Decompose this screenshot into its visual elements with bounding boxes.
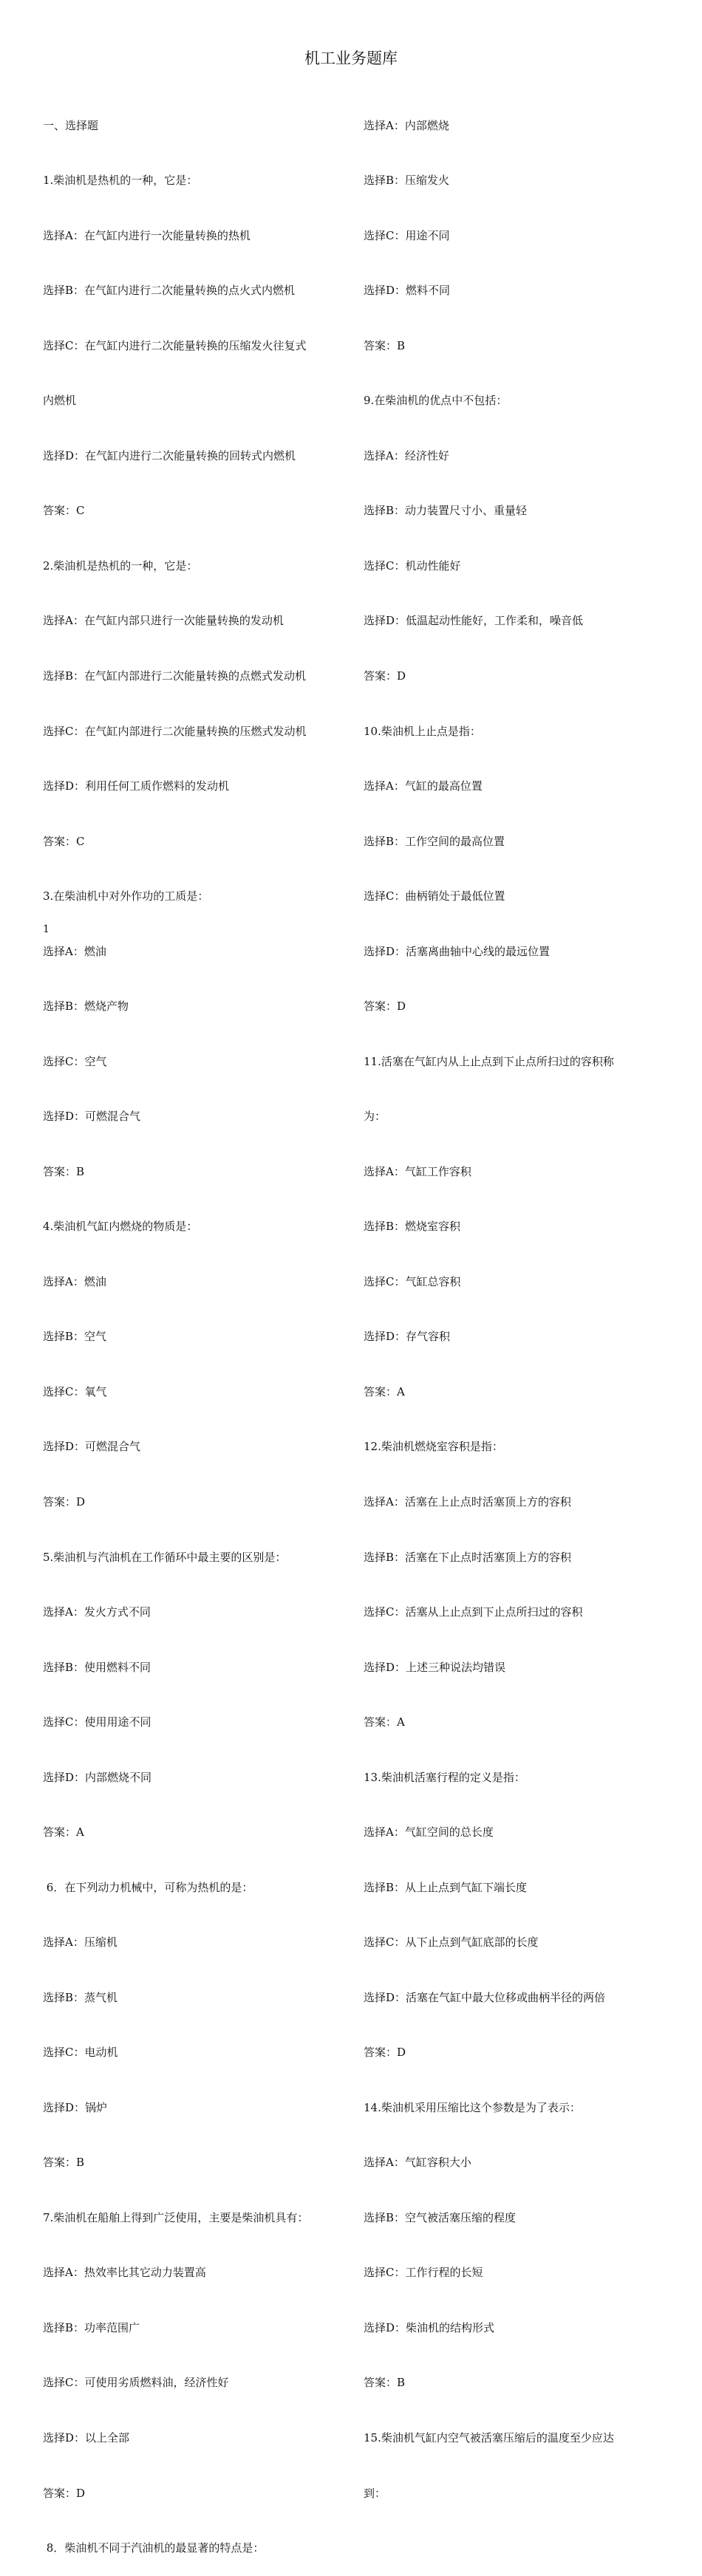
text-line: 到： bbox=[364, 2486, 386, 2500]
text-line: 7.柴油机在船舶上得到广泛使用，主要是柴油机具有： bbox=[43, 2210, 309, 2224]
text-line: 选择D：活塞在气缸中最大位移或曲柄半径的两倍 bbox=[364, 1990, 606, 2004]
text-line: 选择D：在气缸内进行二次能量转换的回转式内燃机 bbox=[43, 448, 296, 462]
text-line: 选择C：用途不同 bbox=[364, 228, 450, 242]
text-line: 选择C：空气 bbox=[43, 1054, 107, 1068]
text-line: 选择C：可使用劣质燃料油，经济性好 bbox=[43, 2376, 229, 2390]
text-line: 选择B：压缩发火 bbox=[364, 174, 450, 188]
text-line: 9.在柴油机的优点中不包括： bbox=[364, 394, 508, 408]
text-line: 内燃机 bbox=[43, 394, 77, 408]
text-line: 选择B：在气缸内进行二次能量转换的点火式内燃机 bbox=[43, 284, 296, 298]
text-line: 选择B：使用燃料不同 bbox=[43, 1660, 151, 1674]
text-line: 选择A：燃油 bbox=[43, 944, 106, 958]
text-line: 选择B：活塞在下止点时活塞顶上方的容积 bbox=[364, 1550, 572, 1564]
text-line: 选择A：在气缸内部只进行一次能量转换的发动机 bbox=[43, 614, 284, 628]
text-line: 选择B：蒸气机 bbox=[43, 1990, 118, 2004]
left-column bbox=[43, 80, 346, 2576]
text-line: 选择A：经济性好 bbox=[364, 448, 449, 462]
text-line: 答案：B bbox=[43, 2156, 85, 2170]
text-line: 6．在下列动力机械中，可称为热机的是： bbox=[43, 1880, 253, 1894]
text-line: 选择C：曲柄销处于最低位置 bbox=[364, 889, 505, 903]
text-line: 选择D：利用任何工质作燃料的发动机 bbox=[43, 779, 230, 793]
text-line: 选择D：柴油机的结构形式 bbox=[364, 2320, 495, 2334]
text-line: 选择B：空气 bbox=[43, 1330, 107, 1344]
text-line: 选择A：气缸容积大小 bbox=[364, 2156, 471, 2170]
text-line: 选择D：可燃混合气 bbox=[43, 1110, 141, 1124]
text-line: 为： bbox=[364, 1110, 386, 1124]
text-line: 选择D：内部燃烧不同 bbox=[43, 1770, 152, 1784]
text-line: 选择A：压缩机 bbox=[43, 1936, 117, 1950]
text-line: 选择D：燃料不同 bbox=[364, 284, 451, 298]
text-line: 3.在柴油机中对外作功的工质是： bbox=[43, 889, 209, 903]
text-line: 选择C：工作行程的长短 bbox=[364, 2266, 483, 2280]
text-line: 选择A：内部燃烧 bbox=[364, 118, 449, 132]
text-line: 选择A：气缸工作容积 bbox=[364, 1164, 471, 1178]
text-line: 选择C：活塞从上止点到下止点所扫过的容积 bbox=[364, 1605, 583, 1619]
text-line: 答案：B bbox=[43, 1164, 85, 1178]
text-line: 选择B：在气缸内部进行二次能量转换的点燃式发动机 bbox=[43, 669, 307, 683]
text-line: 选择B：工作空间的最高位置 bbox=[364, 834, 505, 848]
text-line: 14.柴油机采用压缩比这个参数是为了表示： bbox=[364, 2100, 581, 2114]
text-line: 12.柴油机燃烧室容积是指： bbox=[364, 1440, 503, 1454]
text-line: 2.柴油机是热机的一种，它是： bbox=[43, 558, 198, 573]
text-line: 答案：B bbox=[364, 2376, 406, 2390]
text-line: 一、选择题 bbox=[43, 118, 99, 132]
text-line: 11.活塞在气缸内从上止点到下止点所扫过的容积称 bbox=[364, 1054, 614, 1068]
text-line: 选择C：电动机 bbox=[43, 2046, 118, 2060]
text-line: 选择C：在气缸内部进行二次能量转换的压燃式发动机 bbox=[43, 724, 307, 738]
text-line: 选择C：氧气 bbox=[43, 1384, 107, 1398]
text-line: 选择A：在气缸内进行一次能量转换的热机 bbox=[43, 228, 251, 242]
text-line: 选择A：活塞在上止点时活塞顶上方的容积 bbox=[364, 1494, 571, 1509]
text-line: 选择D：上述三种说法均错误 bbox=[364, 1660, 506, 1674]
text-line: 答案：B bbox=[364, 338, 406, 352]
text-line: 选择C：机动性能好 bbox=[364, 558, 461, 573]
text-line: 选择B：燃烧室容积 bbox=[364, 1220, 461, 1234]
text-line: 选择D：低温起动性能好，工作柔和，噪音低 bbox=[364, 614, 584, 628]
text-line: 选择A：发火方式不同 bbox=[43, 1605, 151, 1619]
text-line: 1.柴油机是热机的一种，它是： bbox=[43, 174, 198, 188]
text-line: 选择B：燃烧产物 bbox=[43, 1000, 129, 1014]
right-column bbox=[364, 80, 667, 2521]
text-line: 答案：A bbox=[364, 1384, 405, 1398]
text-line: 选择C：从下止点到气缸底部的长度 bbox=[364, 1936, 539, 1950]
text-line: 选择A：气缸空间的总长度 bbox=[364, 1825, 494, 1839]
text-line: 15.柴油机气缸内空气被活塞压缩后的温度至少应达 bbox=[364, 2431, 614, 2445]
text-line: 8．柴油机不同于汽油机的最显著的特点是： bbox=[43, 2541, 265, 2555]
text-line: 选择C：使用用途不同 bbox=[43, 1715, 151, 1729]
text-line: 选择C：在气缸内进行二次能量转换的压缩发火往复式 bbox=[43, 338, 307, 352]
text-line: 选择B：空气被活塞压缩的程度 bbox=[364, 2210, 517, 2224]
text-line: 答案：D bbox=[364, 669, 406, 683]
text-line: 选择B：动力装置尺寸小、重量轻 bbox=[364, 504, 528, 518]
text-line: 13.柴油机活塞行程的定义是指： bbox=[364, 1770, 525, 1784]
text-line: 选择B：功率范围广 bbox=[43, 2320, 140, 2334]
text-line: 答案：D bbox=[364, 1000, 406, 1014]
text-line: 选择A：热效率比其它动力装置高 bbox=[43, 2266, 206, 2280]
text-line: 选择D：以上全部 bbox=[43, 2431, 130, 2445]
text-line: 选择D：活塞离曲轴中心线的最远位置 bbox=[364, 944, 551, 958]
text-line: 选择D：锅炉 bbox=[43, 2100, 108, 2114]
page-number: 1 bbox=[43, 923, 50, 935]
text-line: 选择A：气缸的最高位置 bbox=[364, 779, 483, 793]
text-line: 答案：A bbox=[364, 1715, 405, 1729]
text-line: 4.柴油机气缸内燃烧的物质是： bbox=[43, 1220, 198, 1234]
text-line: 10.柴油机上止点是指： bbox=[364, 724, 481, 738]
text-line: 答案：D bbox=[43, 2486, 86, 2500]
text-line: 答案：D bbox=[364, 2046, 406, 2060]
text-line: 答案：D bbox=[43, 1494, 86, 1509]
text-line: 选择A：燃油 bbox=[43, 1274, 106, 1288]
text-line: 选择B：从上止点到气缸下端长度 bbox=[364, 1880, 528, 1894]
text-line: 答案：C bbox=[43, 504, 85, 518]
text-line: 答案：A bbox=[43, 1825, 84, 1839]
text-line: 选择C：气缸总容积 bbox=[364, 1274, 461, 1288]
text-line: 选择D：可燃混合气 bbox=[43, 1440, 141, 1454]
text-line: 5.柴油机与汽油机在工作循环中最主要的区别是： bbox=[43, 1550, 287, 1564]
text-line: 答案：C bbox=[43, 834, 85, 848]
document-title: 机工业务题库 bbox=[304, 49, 398, 67]
text-line: 选择D：存气容积 bbox=[364, 1330, 451, 1344]
